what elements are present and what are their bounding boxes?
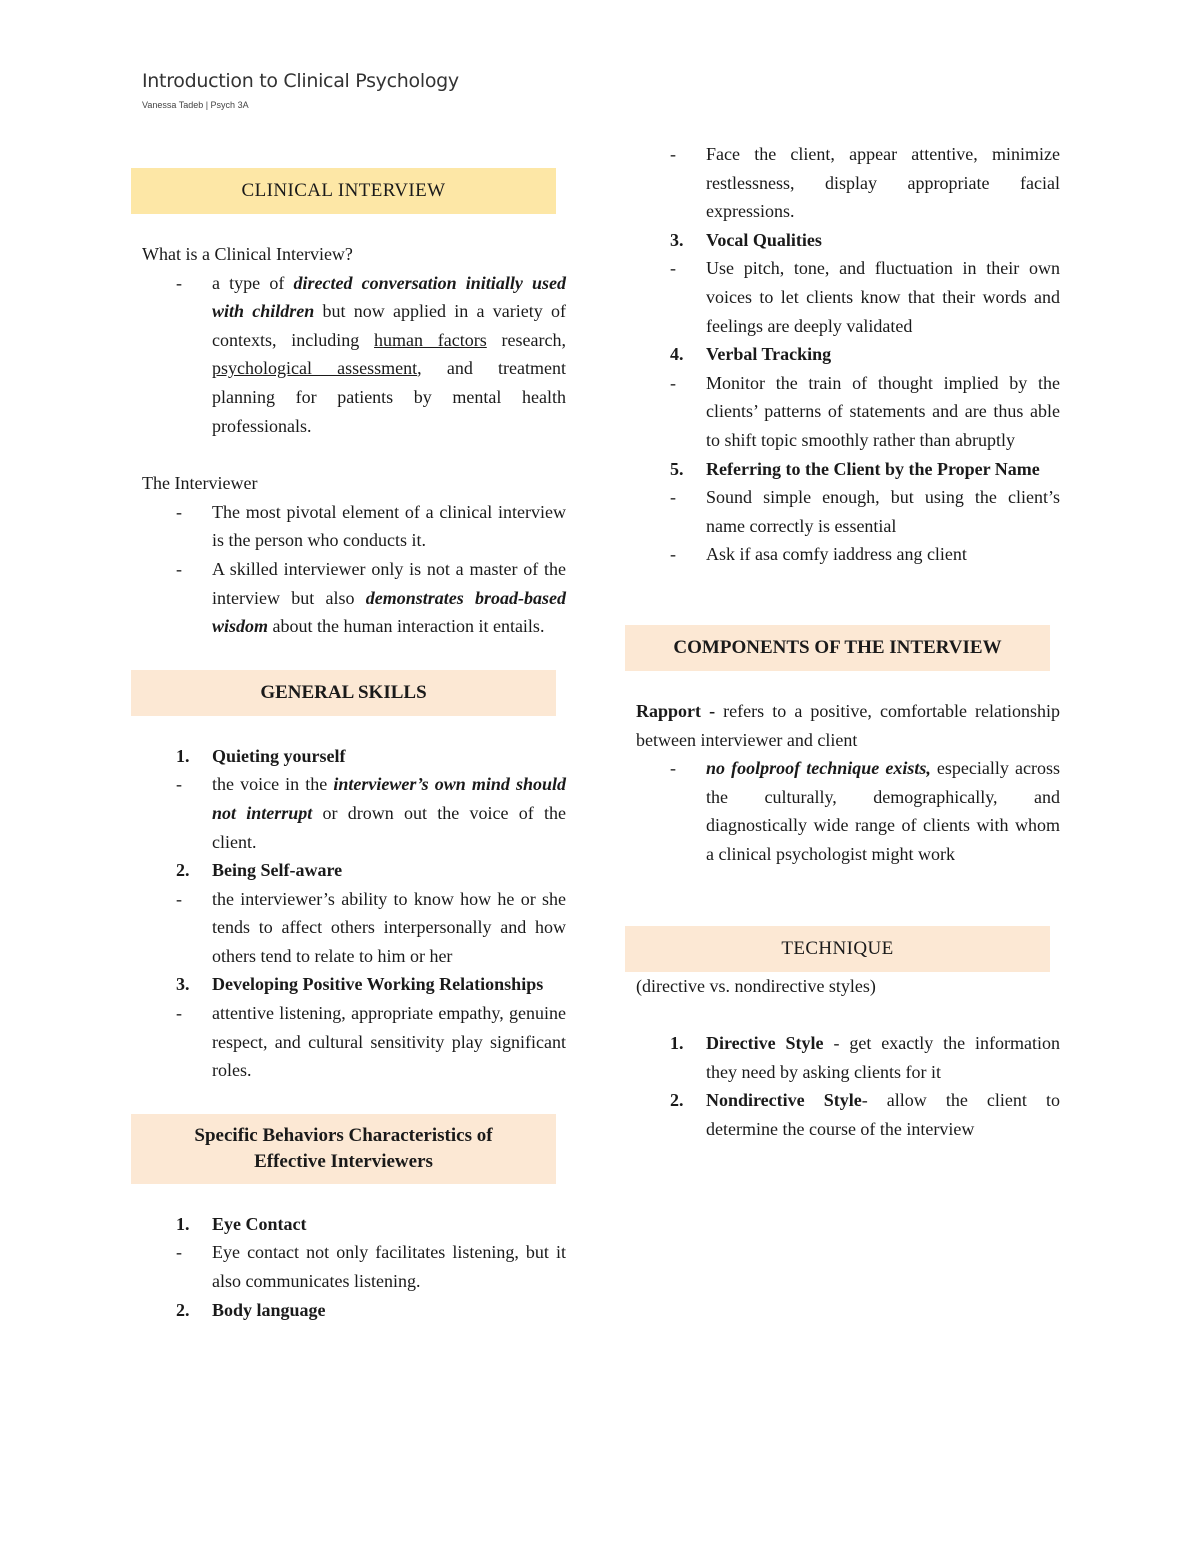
skill-2-text: - the interviewer’s ability to know how he or she tends to affect others interpersonally and how others tend to relate to him or her bbox=[142, 885, 566, 971]
behavior-1-title: 1. Eye Contact bbox=[176, 1213, 307, 1234]
bullet-dash: - bbox=[176, 501, 182, 522]
bullet-dash: - bbox=[670, 487, 676, 508]
section-heading-specific-behaviors: Specific Behaviors Characteristics of Effective Interviewers bbox=[131, 1114, 556, 1184]
behavior-2-title: 2. Body language bbox=[176, 1299, 326, 1320]
bullet-dash: - bbox=[176, 888, 182, 909]
rapport-term: Rapport - bbox=[636, 700, 716, 721]
interviewer-point-1: - The most pivotal element of a clinical interview is the person who conducts it. bbox=[142, 498, 566, 555]
bullet-dash: - bbox=[176, 774, 182, 795]
bullet-dash: - bbox=[176, 272, 182, 293]
interviewer-title: The Interviewer bbox=[142, 473, 258, 494]
bullet-dash: - bbox=[176, 558, 182, 579]
behavior-4-title: 4. Verbal Tracking bbox=[670, 344, 832, 365]
bullet-dash: - bbox=[176, 1242, 182, 1263]
bullet-dash: - bbox=[670, 144, 676, 164]
behavior-3-text: - Use pitch, tone, and fluctuation in their own voices to let clients know that their words and feelings are deeply validated bbox=[636, 254, 1060, 340]
section-heading-technique: TECHNIQUE bbox=[625, 926, 1050, 972]
behavior-5-text-2: - Ask if asa comfy iaddress ang client bbox=[636, 540, 1060, 569]
document-title: Introduction to Clinical Psychology bbox=[142, 70, 459, 92]
right-column bbox=[636, 140, 1060, 1143]
bullet-dash: - bbox=[670, 372, 676, 393]
section-heading-clinical-interview: CLINICAL INTERVIEW bbox=[131, 168, 556, 214]
rapport-definition: Rapport - refers to a positive, comfortable relationship between interviewer and client bbox=[636, 700, 1060, 750]
clinical-interview-question: What is a Clinical Interview? bbox=[142, 244, 353, 264]
technique-1: 1. Directive Style - get exactly the information they need by asking clients for it bbox=[670, 1033, 1060, 1082]
clinical-interview-definition: - a type of directed conversation initially used with children but now applied in a variety of contexts, including human factors research, psychological assessment, and treatment planning for patients by mental health professionals. bbox=[142, 269, 566, 441]
skill-1-text: - the voice in the interviewer’s own mind should not interrupt or drown out the voice of the client. bbox=[142, 770, 566, 856]
bullet-dash: - bbox=[176, 1003, 182, 1024]
skill-2-title: 2. Being Self-aware bbox=[176, 860, 343, 881]
behavior-1-text: - Eye contact not only facilitates listening, but it also communicates listening. bbox=[142, 1238, 566, 1295]
behavior-3-title: 3. Vocal Qualities bbox=[670, 229, 822, 250]
bullet-dash: - bbox=[670, 758, 676, 779]
behavior-4-text: - Monitor the train of thought implied by the clients’ patterns of statements and are thus able to shift topic smoothly rather than abruptly bbox=[636, 369, 1060, 455]
document-subtitle: Vanessa Tadeb | Psych 3A bbox=[142, 100, 249, 110]
technique-subtitle: (directive vs. nondirective styles) bbox=[636, 976, 876, 997]
section-heading-general-skills: GENERAL SKILLS bbox=[131, 670, 556, 716]
behavior-5-title: 5. Referring to the Client by the Proper Name bbox=[670, 458, 1040, 479]
bullet-dash: - bbox=[670, 544, 676, 565]
body-language-text: - Face the client, appear attentive, minimize restlessness, display appropriate facial expressions. bbox=[636, 140, 1060, 226]
rapport-point: - no foolproof technique exists, especially across the culturally, demographically, and diagnostically wide range of clients with whom a clinical psychologist might work bbox=[636, 754, 1060, 868]
skill-1-title: 1. Quieting yourself bbox=[176, 745, 346, 766]
left-column bbox=[142, 168, 566, 1324]
interviewer-point-2: - A skilled interviewer only is not a master of the interview but also demonstrates broad-based wisdom about the human interaction it entails. bbox=[142, 555, 566, 641]
skill-3-title: 3. Developing Positive Working Relationships bbox=[176, 974, 544, 995]
behavior-5-text-1: - Sound simple enough, but using the client’s name correctly is essential bbox=[636, 483, 1060, 540]
section-heading-components: COMPONENTS OF THE INTERVIEW bbox=[625, 625, 1050, 671]
technique-2: 2. Nondirective Style- allow the client to determine the course of the interview bbox=[670, 1090, 1060, 1139]
skill-3-text: - attentive listening, appropriate empathy, genuine respect, and cultural sensitivity play significant roles. bbox=[142, 999, 566, 1085]
bullet-dash: - bbox=[670, 258, 676, 279]
